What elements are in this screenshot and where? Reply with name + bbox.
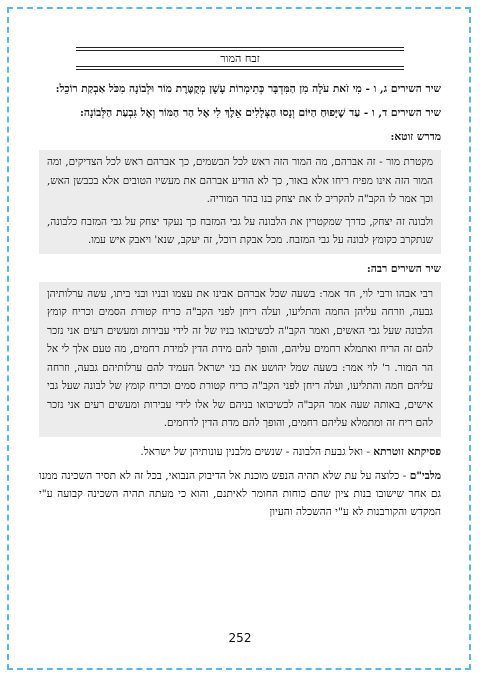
malbim-paragraph [39,467,441,521]
running-header: זבח המור [220,52,260,65]
page-content [39,80,441,527]
pesikta-paragraph [39,443,441,461]
pesikta-label: פסיקתא זוטרתא [373,445,441,458]
section-title-shir-rabbah: שיר השירים רבה: [366,262,441,275]
verse-text: מִי זֹאת עֹלָה מִן הַמִּדְבָּר כְּתִימְרוֹת עָשָׁן מְקֻטֶּרֶת מוֹר וּלְבוֹנָה מִכֹּל אַבְקַת רוֹכֵל: [55,83,362,95]
quote-block-midrash-zuta [39,150,441,254]
verse-text: עַד שֶׁיָּפוּחַ הַיּוֹם וְנָסוּ הַצְּלָלִים אֵלֶךְ לִי אֶל הַר הַמּוֹר וְאֶל גִּבְעַת הַלְּבוֹנָה: [79,107,361,119]
malbim-text: - כלוצה על עת שלא תהיה הנפש מוכנת אל הדיבוק הנבואי, בכל זה לא תסיר השכינה ממנו גם אחר שישובו בנות ציון שהם כוחות החומר לאיתנם, והוא כי מעתה תהיה השכינה קבועה ע"י המקדש והקורבנות לא ע"י ההשכלה והעיון [39,469,441,518]
quote-paragraph: ולבונה זה יצחק, כדרך שמקטרין את הלבונה על גבי המזבח כך נעקד יצחק על גבי המזבח כלבונה, שנתקרב כקומץ לבונה על גבי המזבח. מכל אבקת רוכל, זה יעקב, שנא' ויאבק איש עמו. [47,215,433,246]
verse-shir-4-6 [39,104,441,122]
header-rule-top [76,47,404,48]
quote-block-shir-rabbah [39,282,441,437]
malbim-label: מלבי"ם [409,469,441,482]
verse-shir-3-6 [39,80,441,98]
header-rule-top-inner [76,50,404,51]
quote-paragraph: מקטרת מור - זה אברהם, מה המור הזה ראש לכל הבשמים, כך אברהם ראש לכל הצדיקים, ומה המור הזה אינו מפיח ריחו אלא באור, כך לא הודיע אברהם את מעשיו הטובים אלא בכבשן האש, וכך אמר לו הקב"ה להקריב לו את יצחק בנו בהר המוריה. [47,156,433,205]
pesikta-text: - ואל גבעת הלבונה - שנשים מלבנין עונותיהן של ישראל. [140,445,374,458]
verse-source: שיר השירים ד, ו - [360,107,441,119]
page-number: 252 [228,631,252,645]
section-title-midrash-zuta: מדרש זוטא: [390,131,441,143]
header-rule-bottom-inner [76,66,404,67]
header-rule-bottom [76,69,404,70]
quote-paragraph: רבי אבהו ורבי לוי, חד אמר: בשעה שכל אברהם אבינו את עצמו ובניו ובני ביתו, עשה ערלותיהן גבעה, וזרחה עליהן החמה והתליעו, ועלה ריחן לפני הקב"ה כריח קטורת הסמים וכריח קומץ הלבונה שעל גבי האשים, ואמר הקב"ה לכשיבואו בניו של זה לידי עבירות ומעשים רעים אני נזכר להם זה הריח ואתמלא רחמים עליהם, והופך להם מידת הדין למידת רחמים, מה טעם אלך לי אל הר המור. ר' לוי אמר: בשעה שמל יהושע את בני ישראל העמיד להם ערלותיהם גבעה, וזרחה עליהם חמה והתליעו, ועלה ריחן לפני הקב"ה כריח קטורת סמים וכריח קומץ של לבונה שעל גבי אישים, באותה שעה אמר הקב"ה לכשיבואו בניהם של אלו לידי עבירות ומעשים רעים אני נזכר להם ריח זה ומתמלא עליהם רחמים, והופך להם מדת הדין לרחמים. [47,287,433,429]
verse-source: שיר השירים ג, ו - [361,83,441,95]
